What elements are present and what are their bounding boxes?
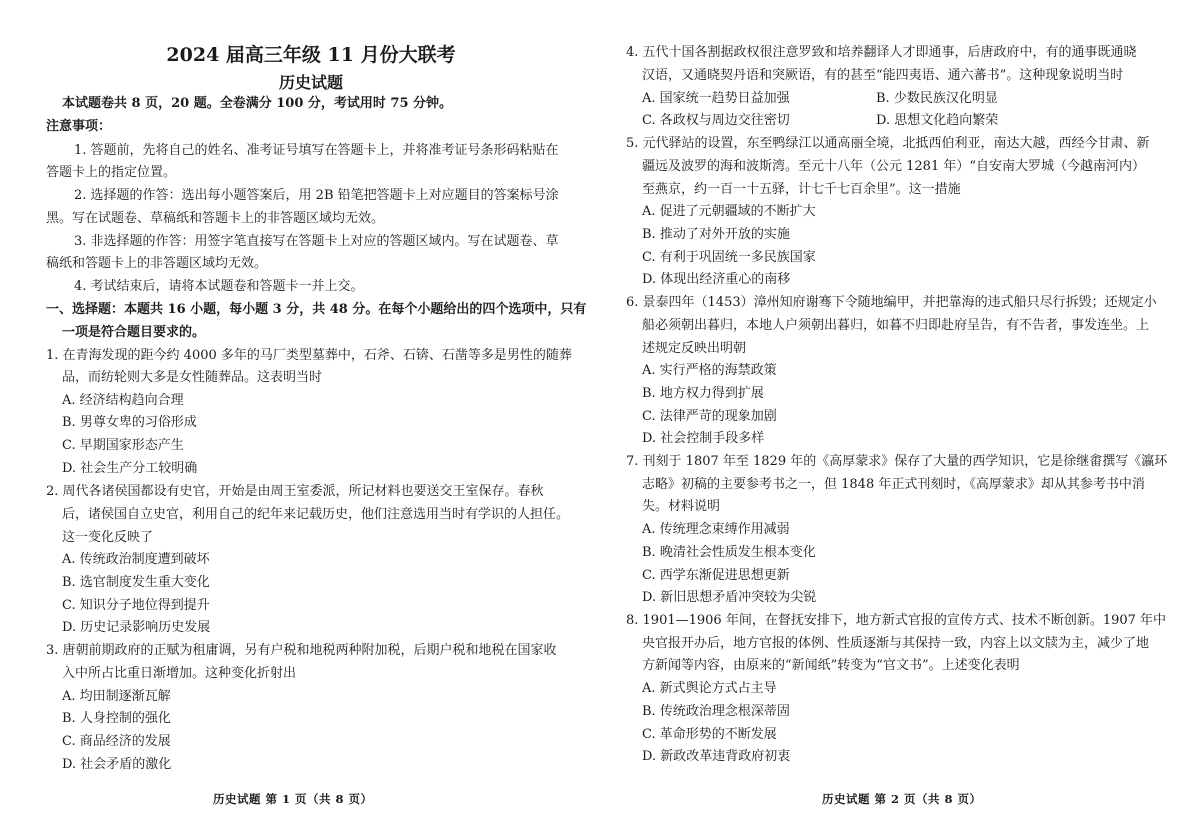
q7-option-b: B. 晚清社会性质发生根本变化 <box>642 545 816 560</box>
section-heading: 一、选择题：本题共 16 小题，每小题 3 分，共 48 分。在每个小题给出的四个选项中，只有 <box>46 302 587 317</box>
question-2-text: 后，诸侯国自立史官，利用自己的纪年来记载历史，他们注意选用当时有学识的人担任。 <box>62 507 570 522</box>
q7-option-c: C. 西学东渐促进思想更新 <box>642 568 790 583</box>
notice-heading: 注意事项： <box>46 119 112 134</box>
q4-option-d: D. 思想文化趋向繁荣 <box>876 113 999 128</box>
notice-line: 2. 选择题的作答：选出每小题答案后，用 2B 铅笔把答题卡上对应题目的答案标号涂 <box>74 188 559 203</box>
q4-option-row <box>626 90 1162 108</box>
q3-option-d: D. 社会矛盾的激化 <box>62 757 172 772</box>
question-2-text: 这一变化反映了 <box>62 530 154 545</box>
question-7-text: 7. 刊刻于 1807 年至 1829 年的《高厚蒙求》保存了大量的西学知识，它是徐继畬撰写《瀛环 <box>626 454 1168 469</box>
q4-option-row <box>626 112 1162 130</box>
q4-option-a: A. 国家统一趋势日益加强 <box>642 91 790 106</box>
question-6-text: 船必须朝出暮归，本地人户须朝出暮归，如暮不归即赴府呈告，有不告者，事发连坐。上 <box>642 318 1150 333</box>
section-heading-cont: 一项是符合题目要求的。 <box>62 325 206 340</box>
question-4-text: 汉语，又通晓契丹语和突厥语，有的甚至“能四夷语、通六蕃书”。这种现象说明当时 <box>642 68 1124 83</box>
q1-option-a: A. 经济结构趋向合理 <box>62 393 184 408</box>
exam-info: 本试题卷共 8 页，20 题。全卷满分 100 分，考试用时 75 分钟。 <box>62 96 453 111</box>
notice-line: 黑。写在试题卷、草稿纸和答题卡上的非答题区域均无效。 <box>46 211 385 226</box>
q2-option-b: B. 选官制度发生重大变化 <box>62 575 210 590</box>
q5-option-c: C. 有利于巩固统一多民族国家 <box>642 250 816 265</box>
q6-option-a: A. 实行严格的海禁政策 <box>642 363 777 378</box>
q8-option-c: C. 革命形势的不断发展 <box>642 727 777 742</box>
question-6-text: 6. 景泰四年（1453）漳州知府谢骞下令随地编甲，并把靠海的违式船只尽行拆毁；还规定小 <box>626 295 1157 310</box>
question-8-text: 方新闻等内容，由原来的“新闻纸”转变为“官文书”。上述变化表明 <box>642 658 1020 673</box>
q3-option-a: A. 均田制逐渐瓦解 <box>62 689 171 704</box>
question-5-text: 5. 元代驿站的设置，东至鸭绿江以通高丽全境，北抵西伯利亚，南达大越，西经今甘肃、新 <box>626 136 1150 151</box>
question-8-text: 央官报开办后，地方官报的体例、性质逐渐与其保持一致，内容上以文牍为主，减少了地 <box>642 636 1150 651</box>
question-6-text: 述规定反映出明朝 <box>642 341 747 356</box>
page-2-footer: 历史试题 第 2 页（共 8 页） <box>822 792 982 806</box>
notice-line: 4. 考试结束后，请将本试题卷和答题卡一并上交。 <box>74 279 364 294</box>
q2-option-a: A. 传统政治制度遭到破坏 <box>62 552 210 567</box>
question-4-text: 4. 五代十国各割据政权很注意罗致和培养翻译人才即通事，后唐政府中，有的通事既通晓 <box>626 45 1137 60</box>
question-5-text: 疆远及波罗的海和波斯湾。至元十八年（公元 1281 年）“自安南大罗城（今越南河内） <box>642 159 1145 174</box>
q2-option-d: D. 历史记录影响历史发展 <box>62 620 211 635</box>
question-8-text: 8. 1901—1906 年间，在督抚安排下，地方新式官报的宣传方式、技术不断创新。1907 年中 <box>626 613 1167 628</box>
q4-option-b: B. 少数民族汉化明显 <box>876 91 998 106</box>
question-7-text: 失。材料说明 <box>642 499 721 514</box>
question-5-text: 至燕京，约一百一十五驿，计七千七百余里”。这一措施 <box>642 182 961 197</box>
question-1-text: 1. 在青海发现的距今约 4000 多年的马厂类型墓葬中，石斧、石锛、石凿等多是男性的随葬 <box>46 348 572 363</box>
q5-option-a: A. 促进了元朝疆域的不断扩大 <box>642 204 816 219</box>
question-3-text: 入中所占比重日渐增加。这种变化折射出 <box>62 666 297 681</box>
question-2-text: 2. 周代各诸侯国都设有史官，开始是由周王室委派，所记材料也要送交王室保存。春秋 <box>46 484 544 499</box>
q2-option-c: C. 知识分子地位得到提升 <box>62 598 210 613</box>
q5-option-d: D. 体现出经济重心的南移 <box>642 272 791 287</box>
q5-option-b: B. 推动了对外开放的实施 <box>642 227 790 242</box>
q4-option-c: C. 各政权与周边交往密切 <box>642 113 790 128</box>
notice-line: 1. 答题前，先将自己的姓名、准考证号填写在答题卡上，并将准考证号条形码粘贴在 <box>74 143 559 158</box>
q1-option-d: D. 社会生产分工较明确 <box>62 461 198 476</box>
notice-line: 3. 非选择题的作答：用签字笔直接写在答题卡上对应的答题区域内。写在试题卷、草 <box>74 234 559 249</box>
q6-option-b: B. 地方权力得到扩展 <box>642 386 764 401</box>
exam-subtitle: 历史试题 <box>278 73 343 92</box>
notice-line: 稿纸和答题卡上的非答题区域均无效。 <box>46 256 268 271</box>
notice-line: 答题卡上的指定位置。 <box>46 165 177 180</box>
question-3-text: 3. 唐朝前期政府的正赋为租庸调，另有户税和地税两种附加税，后期户税和地税在国家收 <box>46 643 557 658</box>
q3-option-c: C. 商品经济的发展 <box>62 734 171 749</box>
q7-option-a: A. 传统理念束缚作用减弱 <box>642 522 790 537</box>
q6-option-c: C. 法律严苛的现象加剧 <box>642 409 777 424</box>
q8-option-a: A. 新式舆论方式占主导 <box>642 681 777 696</box>
page-1-footer: 历史试题 第 1 页（共 8 页） <box>213 792 373 806</box>
q7-option-d: D. 新旧思想矛盾冲突较为尖锐 <box>642 590 817 605</box>
q8-option-d: D. 新政改革违背政府初衷 <box>642 749 791 764</box>
q1-option-b: B. 男尊女卑的习俗形成 <box>62 415 197 430</box>
q6-option-d: D. 社会控制手段多样 <box>642 431 765 446</box>
q3-option-b: B. 人身控制的强化 <box>62 711 171 726</box>
q8-option-b: B. 传统政治理念根深蒂固 <box>642 704 790 719</box>
exam-title: 2024 届高三年级 11 月份大联考 <box>166 44 456 66</box>
question-7-text: 志略》初稿的主要参考书之一，但 1848 年正式刊刻时，《高厚蒙求》却从其参考书中消 <box>642 477 1145 492</box>
q1-option-c: C. 早期国家形态产生 <box>62 438 184 453</box>
question-1-text: 品，而纺轮则大多是女性随葬品。这表明当时 <box>62 370 323 385</box>
